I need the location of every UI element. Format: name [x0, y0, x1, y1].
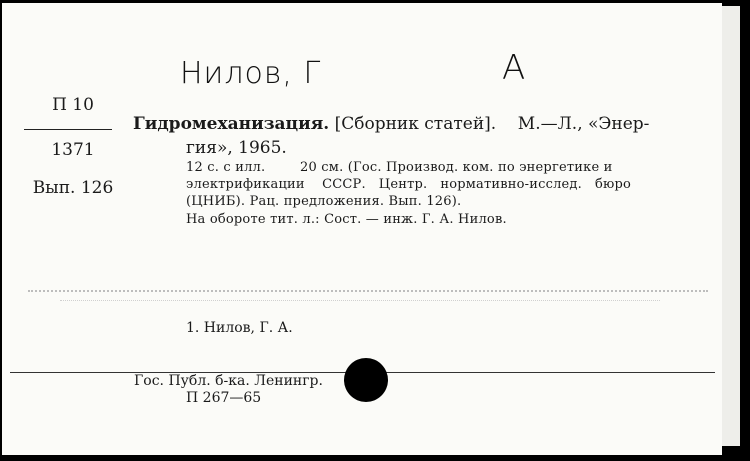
handwritten-letter: А [502, 48, 526, 88]
shelfmark-divider [24, 129, 112, 130]
entry-title [133, 114, 649, 134]
tracing-entry: 1. Нилов, Г. А. [186, 320, 293, 336]
card-edge [722, 6, 740, 446]
entry-title-rest: [Сборник статей]. М.—Л., «Энер- [329, 114, 650, 134]
punch-hole [344, 358, 388, 402]
library-name: Гос. Публ. б-ка. Ленингр. [134, 373, 323, 389]
dotted-rule [60, 300, 660, 301]
dotted-rule [28, 290, 708, 292]
shelfmark-line-1: П 10 [52, 95, 94, 115]
entry-title-continuation: гия», 1965. [186, 138, 287, 158]
shelfmark-line-3: Вып. 126 [32, 178, 114, 198]
entry-title-bold: Гидромеханизация. [133, 114, 330, 134]
description-line: (ЦНИБ). Рац. предложения. Вып. 126). [186, 194, 462, 209]
handwritten-author: Нилов, Г [180, 56, 322, 91]
library-code: П 267—65 [186, 390, 262, 406]
description-line: электрификации СССР. Центр. нормативно-исслед. бюро [186, 177, 632, 192]
description-line: На обороте тит. л.: Сост. — инж. Г. А. Нилов. [186, 212, 507, 227]
shelfmark-line-2: 1371 [51, 140, 95, 160]
description-line: 12 с. с илл. 20 см. (Гос. Производ. ком. по энергетике и [186, 160, 613, 175]
